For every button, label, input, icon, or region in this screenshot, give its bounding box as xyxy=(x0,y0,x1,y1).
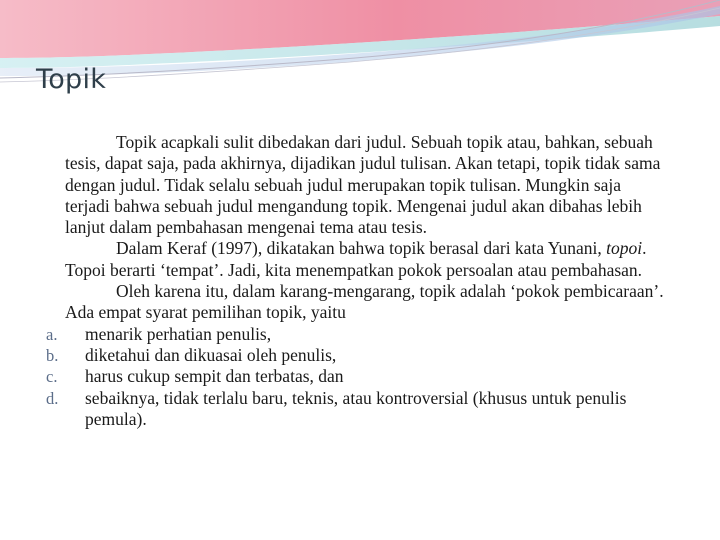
paragraph-2-text: Dalam Keraf (1997), dikatakan bahwa topik berasal dari kata Yunani, xyxy=(116,238,607,259)
list-item-text: harus cukup sempit dan terbatas, dan xyxy=(85,366,344,387)
paragraph-1: Topik acapkali sulit dibedakan dari judul. Sebuah topik atau, bahkan, sebuah tesis, dapat saja, pada akhirnya, dijadikan judul tulisan. Akan tetapi, topik tidak sama dengan judul. Tidak selalu sebuah judul merupakan topik tulisan. Mungkin saja terjadi bahwa sebuah judul mengandung topik. Mengenai judul akan dibahas lebih lanjut dalam pembahasan mengenai tema atau tesis. xyxy=(65,132,661,238)
list-item xyxy=(40,388,666,431)
list-item xyxy=(40,366,666,387)
header-swoosh-decoration xyxy=(0,0,720,90)
paragraph-3: Oleh karena itu, dalam karang-mengarang, topik adalah ‘pokok pembicaraan’. Ada empat syarat pemilihan topik, yaitu xyxy=(65,281,664,323)
paragraph-2-text-cont: . Topoi berarti ‘tempat’. Jadi, kita menempatkan pokok persoalan atau pembahasan. xyxy=(65,238,647,280)
slide-title: Topik xyxy=(36,64,107,95)
italic-term-topoi: topoi xyxy=(606,238,643,259)
list-item xyxy=(40,345,666,366)
list-item-text: sebaiknya, tidak terlalu baru, teknis, atau kontroversial (khusus untuk penulis pemula). xyxy=(85,387,627,429)
list-item-text: menarik perhatian penulis, xyxy=(85,323,272,344)
list-marker: d. xyxy=(46,388,59,408)
list-marker: a. xyxy=(46,324,58,344)
list-item-text: diketahui dan dikuasai oleh penulis, xyxy=(85,344,337,365)
list-item xyxy=(40,324,666,345)
list-marker: c. xyxy=(46,367,58,387)
paragraph-2 xyxy=(65,238,666,281)
list-marker: b. xyxy=(46,345,59,365)
requirements-list xyxy=(40,324,666,430)
slide-body xyxy=(40,132,666,430)
